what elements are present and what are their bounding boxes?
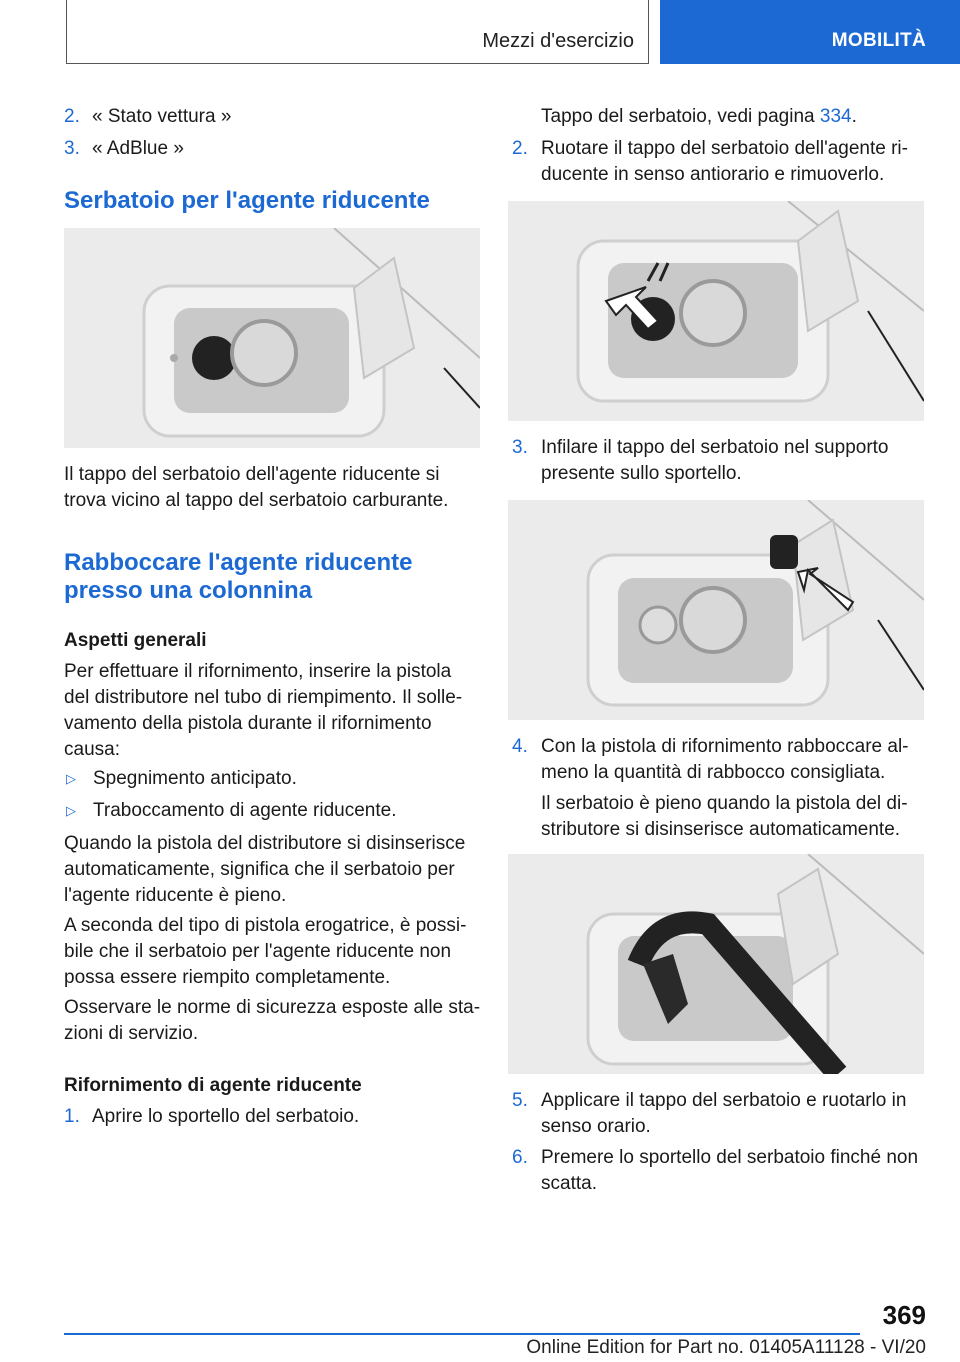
step-text: senso orario. [541, 1116, 651, 1137]
step-number: 4. [512, 736, 528, 757]
intro-paragraph-line: trova vicino al tappo del serbatoio carburante. [64, 490, 449, 511]
page-number: 369 [882, 1300, 926, 1330]
paragraph-line: l'agente riducente è pieno. [64, 885, 287, 906]
step-text: Ruotare il tappo del serbatoio dell'agente ri- [541, 138, 908, 159]
step-text: Con la pistola di rifornimento rabboccare al- [541, 736, 909, 757]
paragraph-line: Per effettuare il rifornimento, inserire la pistola [64, 661, 452, 682]
paragraph-line: del distributore nel tubo di riempimento. Il solle- [64, 687, 463, 708]
header-section-title: Mezzi d'esercizio [482, 30, 634, 52]
section-heading: Rabboccare l'agente riducente [64, 549, 413, 576]
page-reference-link[interactable]: 334 [819, 106, 852, 127]
step-text: scatta. [541, 1173, 597, 1194]
paragraph-line: automaticamente, significa che il serbatoio per [64, 859, 455, 880]
step-number: 6. [512, 1147, 528, 1168]
paragraph-line: causa: [64, 739, 120, 760]
step-number: 2. [512, 138, 528, 159]
step-text: Aprire lo sportello del serbatoio. [92, 1106, 360, 1127]
subheading: Rifornimento di agente riducente [64, 1075, 362, 1096]
step-continuation [541, 104, 857, 130]
list-number: 2. [64, 106, 80, 127]
bullet-arrow-icon: ▷ [66, 771, 76, 786]
step-text: Infilare il tappo del serbatoio nel supporto [541, 437, 889, 458]
paragraph-line: bile che il serbatoio per l'agente riducente non [64, 941, 452, 962]
step-text: ducente in senso antiorario e rimuoverlo. [541, 164, 885, 185]
bullet-text: Traboccamento di agente riducente. [93, 800, 397, 821]
section-heading: Serbatoio per l'agente riducente [64, 187, 430, 214]
step-number: 3. [512, 437, 528, 458]
list-item-text: « Stato vettura » [92, 106, 232, 127]
remove-cap-photo [508, 201, 924, 421]
store-cap-photo [508, 500, 924, 720]
paragraph-line: A seconda del tipo di pistola erogatrice, è possi- [64, 915, 467, 936]
step-note: stributore si disinserisce automaticamente. [541, 819, 901, 840]
step-continuation-end: . [851, 106, 857, 127]
section-heading: presso una colonnina [64, 577, 313, 604]
paragraph-line: zioni di servizio. [64, 1023, 199, 1044]
step-text: meno la quantità di rabbocco consigliata. [541, 762, 886, 783]
footer-divider [64, 1333, 860, 1335]
step-text: Applicare il tappo del serbatoio e ruotarlo in [541, 1090, 907, 1111]
list-item-text: « AdBlue » [92, 138, 184, 159]
step-text: Premere lo sportello del serbatoio finché non [541, 1147, 919, 1168]
subheading: Aspetti generali [64, 630, 207, 651]
intro-paragraph-line: Il tappo del serbatoio dell'agente riducente si [64, 464, 440, 485]
header-chapter-tab [660, 0, 960, 64]
step-note: Il serbatoio è pieno quando la pistola del di- [541, 793, 908, 814]
paragraph-line: Quando la pistola del distributore si disinserisce [64, 833, 466, 854]
header-section-tab [66, 0, 649, 64]
step-number: 5. [512, 1090, 528, 1111]
bullet-arrow-icon: ▷ [66, 803, 76, 818]
list-number: 3. [64, 138, 80, 159]
step-continuation-text: Tappo del serbatoio, vedi pagina [541, 106, 820, 127]
edition-footer: Online Edition for Part no. 01405A11128 - VI/20 [526, 1337, 926, 1358]
refill-nozzle-photo [508, 854, 924, 1074]
fuel-door-photo [64, 228, 480, 448]
paragraph-line: vamento della pistola durante il rifornimento [64, 713, 432, 734]
paragraph-line: possa essere riempito completamente. [64, 967, 391, 988]
header-chapter-title: MOBILITÀ [831, 30, 926, 51]
step-number: 1. [64, 1106, 80, 1127]
step-text: presente sullo sportello. [541, 463, 742, 484]
paragraph-line: Osservare le norme di sicurezza esposte alle sta- [64, 997, 481, 1018]
bullet-text: Spegnimento anticipato. [93, 768, 297, 789]
